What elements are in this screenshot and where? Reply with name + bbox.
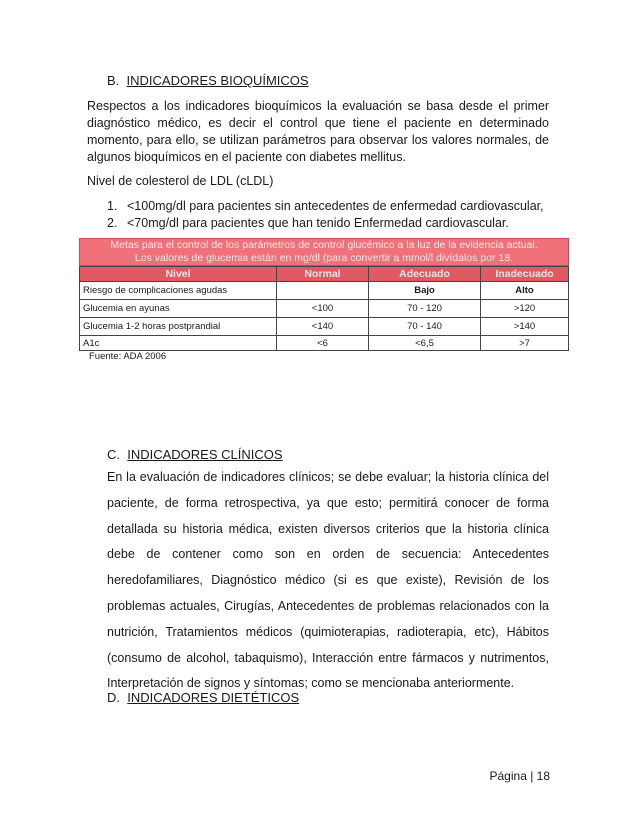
table-cell: <6,5	[369, 336, 481, 351]
section-d-letter: D.	[107, 690, 120, 705]
table-cell: Riesgo de complicaciones agudas	[80, 282, 277, 300]
list-item-text: <70mg/dl para pacientes que han tenido Enfermedad cardiovascular.	[127, 216, 509, 230]
table-source: Fuente: ADA 2006	[89, 351, 167, 362]
section-b-heading	[107, 73, 309, 88]
table-cell: >7	[481, 336, 569, 351]
table-row	[80, 336, 569, 351]
table-cell: A1c	[80, 336, 277, 351]
table-row	[80, 282, 569, 300]
ldl-list	[107, 198, 557, 232]
list-item-number: 1.	[107, 199, 118, 213]
table-cell: >140	[481, 318, 569, 336]
table-cell: Glucemia en ayunas	[80, 300, 277, 318]
table-cell: <100	[277, 300, 369, 318]
table-row	[80, 300, 569, 318]
table-cell	[277, 282, 369, 300]
table-cell: 70 - 120	[369, 300, 481, 318]
header-inadecuado: Inadecuado	[481, 267, 569, 282]
section-c-paragraph: En la evaluación de indicadores clínicos; se debe evaluar; la historia clínica del paciente, de forma retrospectiva, ya que esto; permitirá conocer de forma detallada su historia médica, existen diversos criterios que la historia clínica debe de contener como son en orden de secuencia: Antecedentes heredofamiliares, Diagnóstico médico (si es que existe), Revisión de los problemas actuales, Cirugías, Antecedentes de problemas relacionados con la nutrición, Tratamientos médicos (quimioterapias, radioterapia, etc), Hábitos (consumo de alcohol, tabaquismo), Interacción entre fármacos y nutrimentos, Interpretación de signos y síntomas; como se mencionaba anteriormente.	[107, 470, 549, 691]
header-normal: Normal	[277, 267, 369, 282]
table-cell: 70 - 140	[369, 318, 481, 336]
section-b-letter: B.	[107, 73, 120, 88]
header-adecuado: Adecuado	[369, 267, 481, 282]
list-item-number: 2.	[107, 216, 118, 230]
list-item-text: <100mg/dl para pacientes sin antecedentes de enfermedad cardiovascular,	[127, 199, 544, 213]
goals-table	[79, 266, 569, 351]
table-caption	[79, 238, 569, 266]
list-item	[107, 215, 557, 232]
table-row	[80, 318, 569, 336]
table-cell: <6	[277, 336, 369, 351]
section-b-paragraph: Respectos a los indicadores bioquímicos la evaluación se basa desde el primer diagnóstico médico, es decir el control que tiene el paciente en determinado momento, para ello, se utilizan parámetros para observar los valores normales, de algunos bioquímicos en el paciente con diabetes mellitus.	[87, 99, 549, 164]
section-c-title: INDICADORES CLÍNICOS	[127, 447, 283, 462]
table-header-row	[80, 267, 569, 282]
section-b-title: INDICADORES BIOQUÍMICOS	[126, 73, 309, 88]
table-caption-line-1: Metas para el control de los parámetros de control glucémico a la luz de la evidencia actual.	[110, 239, 538, 251]
header-nivel: Nivel	[80, 267, 277, 282]
section-d-title: INDICADORES DIETÉTICOS	[127, 690, 300, 705]
goals-table-block	[79, 238, 569, 362]
table-cell: <140	[277, 318, 369, 336]
table-cell: Alto	[481, 282, 569, 300]
section-c-heading	[107, 447, 283, 462]
table-cell: Glucemia 1-2 horas postprandial	[80, 318, 277, 336]
list-item	[107, 198, 557, 215]
table-caption-line-2: Los valores de glucemia están en mg/dl (para convertir a mmol/l divídalos por 18.	[134, 252, 514, 264]
table-cell: >120	[481, 300, 569, 318]
ldl-label: Nivel de colesterol de LDL (cLDL)	[87, 174, 274, 188]
section-c-letter: C.	[107, 447, 120, 462]
table-cell: Bajo	[369, 282, 481, 300]
page-number: Página | 18	[489, 769, 550, 783]
section-d-heading	[107, 690, 299, 705]
